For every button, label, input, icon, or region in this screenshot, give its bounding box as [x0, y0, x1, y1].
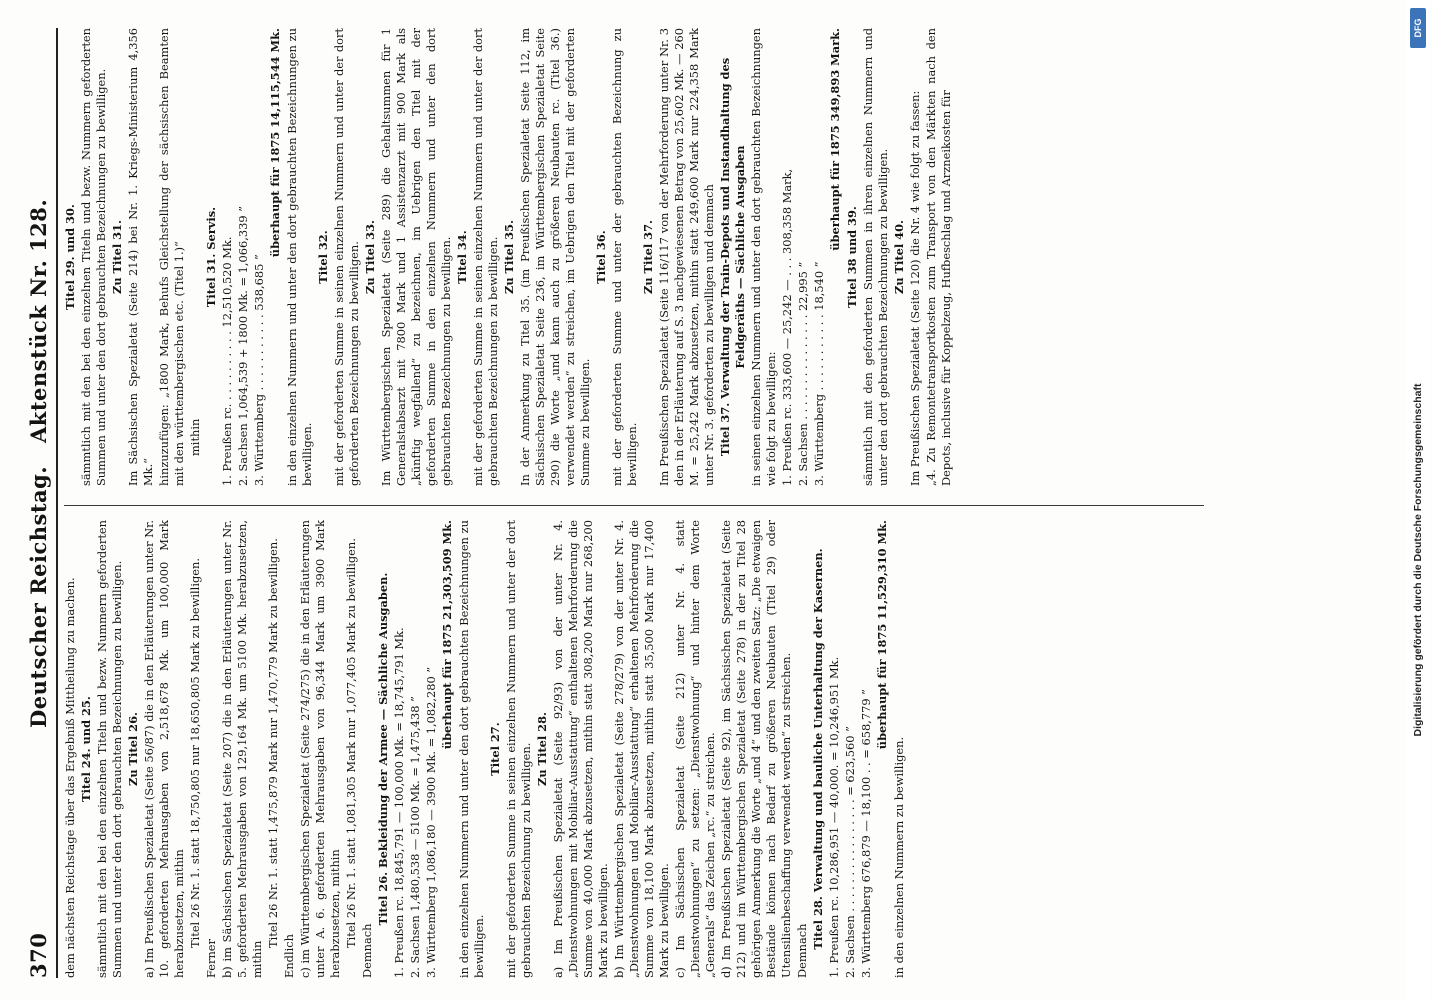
dfg-logo [1410, 8, 1426, 48]
right-text-column [62, 28, 1212, 486]
section-heading: Titel 34. [455, 230, 469, 284]
paragraph: d) Im Preußischen Spezialetat (Seite 92), im Sächsischen Spezialetat (Seite 212) und im Württembergischen Spezialetat (Seite 278) in der zu Titel 28 gehörigen Anmerkung die Worte „und 4“ und den zweiten Satz: „Die etwaigen Bestände können nach Bedarf zu größeren Neubauten (Titel 29) oder Utensilienbeschaffung verwendet werden“ zu streichen. [719, 520, 793, 978]
paragraph: 2. Sachsen 1,064,539 + 1800 Mk. = 1,066,339 ” [236, 205, 250, 486]
paragraph: Im Württembergischen Spezialetat (Seite 289) die Gehaltsummen für 1 Generalstabsarzt mit 7800 Mark und 1 Assistenzarzt mit 900 Mark als „künftig wegfallend“ zu bezeichnen, im Uebrigen den Titel mit der geforderten Summe in den einzelnen Nummern und unter den dort gebrauchten Bezeichnungen zu bewilligen. [379, 28, 453, 486]
paragraph: Im Preußischen Spezialetat (Seite 116/117 von der Mehrforderung unter Nr. 3 den in der Erläuterung auf S. 3 nachgewiesenen Betrag von 25,602 Mk. — 260 M. = 25,242 Mark abzusetzen, mithin statt 249,600 Mark nur 224,358 Mark unter Nr. 3. geforderten zu bewilligen und demnach [657, 28, 716, 486]
paragraph: Im Sächsischen Spezialetat (Seite 214) bei Nr. 1. Kriegs-Ministerium 4,356 Mk.“ [126, 28, 155, 486]
section-heading: Zu Titel 28. [535, 712, 549, 786]
section-heading: Titel 28. Verwaltung und bauliche Unterhaltung der Kasernen. [811, 548, 825, 950]
section-heading: Zu Titel 33. [363, 220, 377, 294]
paragraph: c) Im Sächsischen Spezialetat (Seite 212) unter Nr. 4. statt „Dienstwohnungen“ zu setzen: „Dienstwohnung“ und hinter dem Worte „Generals“ das Zeichen „rc.“ zu streichen. [673, 520, 717, 978]
section-heading: Titel 27. [488, 722, 502, 776]
paragraph: 1. Preußen rc. . . . . . . . . . . 12,510,520 Mk. [220, 236, 234, 486]
paragraph: a) Im Preußischen Spezialetat (Seite 92/93) von der unter Nr. 4. „Dienstwohnungen mit Mobiliar-Ausstattung“ enthaltenen Mehrforderung die Summe von 40,000 Mark abzusetzen, mithin statt 308,200 Mark nur 268,200 Mark zu bewilligen. [551, 520, 610, 978]
paragraph: in den einzelnen Nummern zu bewilligen. [892, 736, 906, 978]
total-line: überhaupt für 1875 21,303,509 Mk. [440, 520, 454, 750]
section-heading: Titel 29. und 30. [63, 204, 77, 310]
paragraph: Ferner [204, 939, 218, 978]
column-divider [64, 505, 1204, 506]
paragraph: dem nächsten Reichstage über das Ergebniß Mittheilung zu machen. [63, 577, 77, 978]
section-heading: Titel 24. und 25. [79, 696, 93, 802]
paragraph: mit der geforderten Summe in seinen einzelnen Nummern und unter der dort geforderten Bezeichnungen zu bewilligen. [332, 28, 361, 486]
left-text-column [62, 520, 1212, 978]
section-heading: Titel 37. Verwaltung der Train-Depots und Instandhaltung des Feldgeräths — Sächliche Ausgaben [718, 57, 747, 457]
section-heading: Zu Titel 40. [892, 220, 906, 294]
section-heading: Titel 36. [594, 230, 608, 284]
digitization-credit-text: Digitalisierung gefördert durch die Deutsche Forschungsgemeinschaft [1412, 383, 1424, 737]
page-number: 370 [26, 932, 51, 978]
indented-paragraph: Titel 26 Nr. 1. statt 1,081,305 Mark nur 1,077,405 Mark zu bewilligen. [344, 538, 358, 948]
paragraph: hinzuzufügen: „1800 Mark, Behufs Gleichstellung der sächsischen Beamten mit den württembergischen etc. (Titel 1.)“ [157, 28, 186, 486]
running-head-right: Aktenstück Nr. 128. [26, 198, 51, 443]
paragraph: 1. Preußen rc. 333,600 — 25,242 — . . . 308,358 Mark, [780, 168, 794, 486]
total-line: überhaupt für 1875 14,115,544 Mk. [268, 28, 282, 258]
paragraph: 3. Württemberg 1,086,180 — 3900 Mk. = 1,082,280 ” [424, 666, 438, 978]
paragraph: sämmtlich mit den geforderten Summen in ihren einzelnen Nummern und unter den dort gebrauchten Bezeichnungen zu bewilligen. [861, 28, 890, 486]
paragraph: a) Im Preußischen Spezialetat (Seite 56/87) die in den Erläuterungen unter Nr. 10. geforderten Mehrausgaben von 2,518,678 Mk. um 100,000 Mark herabzusetzen, mithin [142, 520, 186, 978]
paragraph: c) im Württembergischen Spezialetat (Seite 274/275) die in den Erläuterungen unter A. 6. geforderten Mehrausgaben von 96,344 Mark um 3900 Mark herabzusetzen, mithin [298, 520, 342, 978]
paragraph: 2. Sachsen . . . . . . . . . . . . . . . . = 623,560 ” [843, 726, 857, 978]
dfg-logo-text: DFG [1413, 18, 1423, 38]
paragraph: in den einzelnen Nummern und unter den dort gebrauchten Bezeichnungen zu bewilligen. [457, 520, 486, 978]
indented-paragraph: Titel 26 Nr. 1. statt 1,475,879 Mark nur 1,470,779 Mark zu bewilligen. [266, 538, 280, 948]
paragraph: 1. Preußen rc. 10,286,951 — 40,000. = 10,246,951 Mk. [827, 656, 841, 978]
paragraph: 3. Württemberg . . . . . . . . . . . 538,685 ” [252, 254, 266, 486]
indented-paragraph: Titel 26 Nr. 1. statt 18,750,805 nur 18,650,805 Mark zu bewilligen. [188, 558, 202, 948]
paragraph: in den einzelnen Nummern und unter den dort gebrauchten Bezeichnungen zu bewilligen. [285, 28, 314, 486]
paragraph: mit der geforderten Summe und unter der gebrauchten Bezeichnung zu bewilligen. [610, 28, 639, 486]
paragraph: Endlich [282, 934, 296, 978]
paragraph: Im Preußischen Spezialetat (Seite 120) die Nr. 4 wie folgt zu fassen: [908, 90, 922, 486]
digitization-credit-strip [1405, 0, 1431, 1000]
section-heading: Titel 38 und 39. [845, 206, 859, 308]
paragraph: 1. Preußen rc. 18,845,791 — 100,000 Mk. = 18,745,791 Mk. [392, 627, 406, 978]
running-head-left: Deutscher Reichstag. [26, 465, 51, 728]
total-line: überhaupt für 1875 349,893 Mark. [828, 28, 842, 251]
paragraph: mit der geforderten Summe in seinen einzelnen Nummern und unter der dort gebrauchten Bezeichnungen zu bewilligen. [471, 28, 500, 486]
section-heading: Titel 32. [316, 230, 330, 284]
paragraph: b) im Sächsischen Spezialetat (Seite 207) die in den Erläuterungen unter Nr. 5. geforderten Mehrausgaben von 129,164 Mk. um 5100 Mk. herabzusetzen, mithin [220, 520, 264, 978]
section-heading: Zu Titel 37. [641, 220, 655, 294]
total-line: überhaupt für 1875 11,529,310 Mk. [875, 520, 889, 750]
paragraph: mit der geforderten Summe in seinen einzelnen Nummern und unter der dort gebrauchten Bezeichnung zu bewilligen. [504, 520, 533, 978]
paragraph: 2. Sachsen 1,480,538 — 5100 Mk. = 1,475,438 ” [408, 696, 422, 978]
section-heading: Zu Titel 35. [502, 220, 516, 294]
paragraph: b) Im Württembergischen Spezialetat (Seite 278/279) von der unter Nr. 4. „Dienstwohnungen und Mobiliar-Ausstattung“ erhaltenen Mehrforderung die Summe von 18,100 Mark abzusetzen, mithin statt 35,500 Mark nur 17,400 Mark zu bewilligen. [612, 520, 671, 978]
section-heading: Zu Titel 26. [126, 712, 140, 786]
paragraph: sämmtlich mit den bei den einzelnen Titeln und bezw. Nummern geforderten Summen und unter den dort gebrauchten Bezeichnungen zu bewilligen. [95, 520, 124, 978]
paragraph: sämmtlich mit den bei den einzelnen Titeln und bezw. Nummern geforderten Summen und unter den dort gebrauchten Bezeichnungen zu bewilligen. [79, 28, 108, 486]
section-heading: Titel 26. Bekleidung der Armee — Sächliche Ausgaben. [376, 572, 390, 926]
paragraph: „4. Zu Remontetransportkosten zum Transport von den Märkten nach den Depots, inclusive für Koppelzeug, Hufbeschlag und Arzneikosten für [924, 28, 953, 486]
paragraph: 3. Württemberg 676,879 — 18,100 . . = 658,779 ” [859, 688, 873, 978]
paragraph: 3. Württemberg . . . . . . . . . . . 18,540 ” [812, 261, 826, 486]
paragraph: Demnach [360, 923, 374, 978]
indented-paragraph: mithin [188, 418, 202, 456]
paragraph: In der Anmerkung zu Titel 35. (im Preußischen Spezialetat Seite 112, im Sächsischen Spezialetat Seite 236, im Württembergischen Spezialetat Seite 290) die Worte „und kann auch zu größeren Neubauten rc. (Titel 36.) verwendet werden“ zu streichen, im Uebrigen den Titel mit der geforderten Summe zu bewilligen. [518, 28, 592, 486]
paragraph: 2. Sachsen . . . . . . . . . . . . . . . 22,995 ” [796, 261, 810, 486]
paragraph: in seinen einzelnen Nummern und unter den dort gebrauchten Bezeichnungen wie folgt zu bewilligen: [749, 28, 778, 486]
paragraph: Demnach [795, 923, 809, 978]
section-heading: Titel 31. Servis. [204, 206, 218, 308]
section-heading: Zu Titel 31. [110, 220, 124, 294]
page-header [20, 28, 58, 978]
